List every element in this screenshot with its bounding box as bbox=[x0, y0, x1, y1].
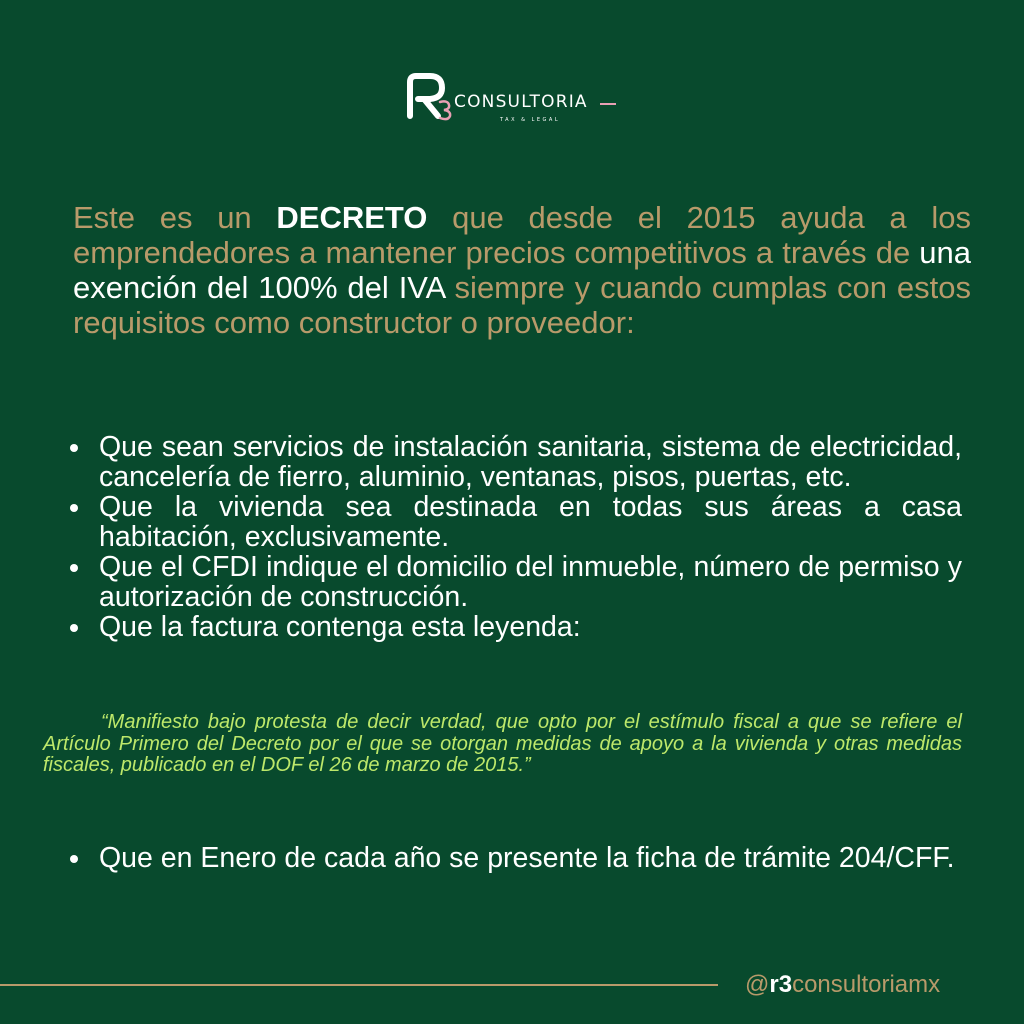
intro-text-3: siempre y cuando cumplas con estos requisitos como constructor o proveedor: bbox=[73, 270, 971, 340]
brand-logo bbox=[404, 72, 624, 132]
bullet-icon bbox=[70, 624, 78, 632]
handle-rest: consultoriamx bbox=[792, 971, 941, 998]
list-item bbox=[70, 432, 962, 492]
list-item-text: Que la factura contenga esta leyenda: bbox=[99, 611, 581, 643]
brand-name: CONSULTORIA bbox=[454, 92, 588, 112]
list-item bbox=[70, 612, 962, 642]
legend-quote: “Manifiesto bajo protesta de decir verdad, que opto por el estímulo fiscal a que se refiere el Artículo Primero del Decreto por el que se otorgan medidas de apoyo a la vivienda y otras medidas fiscales, publicado en el DOF el 26 de marzo de 2015.” bbox=[43, 711, 962, 776]
bullet-icon bbox=[70, 564, 78, 572]
handle-at: @ bbox=[745, 971, 770, 998]
requirements-list bbox=[70, 432, 962, 642]
decreto-keyword: DECRETO bbox=[276, 200, 428, 235]
list-item-text: Que sean servicios de instalación sanitaria, sistema de electricidad, cancelería de fierro, aluminio, ventanas, pisos, puertas, etc. bbox=[99, 431, 962, 493]
final-requirement-list bbox=[70, 843, 962, 873]
social-handle bbox=[745, 971, 940, 999]
brand-name-accent bbox=[600, 103, 616, 105]
iva-exemption-highlight: una exención del 100% del IVA bbox=[73, 235, 971, 305]
handle-bold: r3 bbox=[769, 971, 793, 998]
list-item-text: Que el CFDI indique el domicilio del inmueble, número de permiso y autorización de construcción. bbox=[99, 551, 962, 613]
bullet-icon bbox=[70, 444, 78, 452]
list-item bbox=[70, 843, 962, 873]
list-item bbox=[70, 492, 962, 552]
footer-divider bbox=[0, 984, 718, 986]
list-item-text: Que la vivienda sea destinada en todas sus áreas a casa habitación, exclusivamente. bbox=[99, 491, 962, 553]
bullet-icon bbox=[70, 855, 78, 863]
intro-text-1: Este es un bbox=[73, 200, 277, 235]
intro-text-2: que desde el 2015 ayuda a los emprendedores a mantener precios competitivos a través de bbox=[73, 200, 971, 270]
r3-logo-icon bbox=[404, 72, 460, 122]
intro-paragraph bbox=[73, 200, 971, 340]
brand-tagline: TAX & LEGAL bbox=[500, 117, 561, 123]
list-item bbox=[70, 552, 962, 612]
list-item-text: Que en Enero de cada año se presente la ficha de trámite 204/CFF. bbox=[99, 842, 955, 874]
bullet-icon bbox=[70, 504, 78, 512]
